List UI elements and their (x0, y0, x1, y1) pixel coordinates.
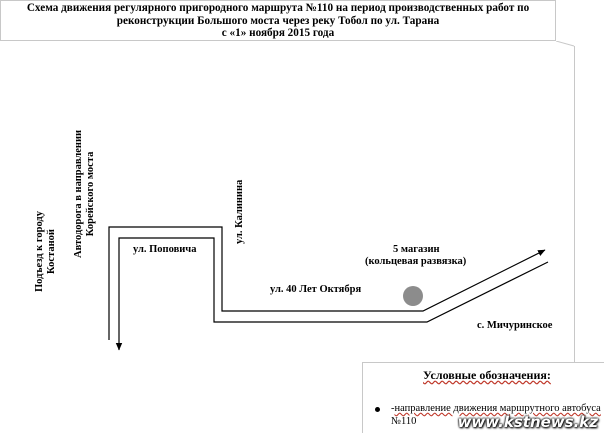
label-highway-line-2: Корейского моста (84, 151, 96, 237)
label-popovicha: ул. Поповича (133, 244, 197, 255)
roundabout-marker (403, 286, 423, 306)
bullet-icon (375, 407, 380, 412)
legend-item-text: направление движения маршрутного автобуса (394, 403, 601, 414)
title-line-1: Схема движения регулярного пригородного маршрута №110 на период производственных работ по (26, 2, 530, 14)
label-shops-line-2: (кольцевая развязка) (365, 256, 467, 267)
label-michurinskoe: с. Мичуринское (477, 320, 553, 331)
label-highway-line-1: Автодорога в направлении (73, 129, 84, 258)
label-oktyabrya: ул. 40 Лет Октября (270, 284, 362, 295)
title-line-3: с «1» ноября 2015 года (221, 27, 335, 39)
label-kostanay (34, 211, 57, 292)
title-line-2: реконструкции Большого моста через реку Тобол по ул. Тарана (116, 14, 440, 27)
legend-item-prefix: - (391, 403, 395, 414)
watermark-logo: www.kstnews.kz (457, 413, 598, 431)
legend-item-number: №110 (391, 416, 417, 427)
label-kalinina: ул. Калинина (234, 179, 245, 244)
label-kostanay-line-1: Подъезд к городу (34, 211, 45, 292)
label-shops-line-1: 5 магазин (393, 244, 440, 255)
label-kostanay-line-2: Костаной (45, 229, 57, 274)
label-highway (73, 130, 96, 258)
legend-title: Условные обозначения: (423, 368, 551, 382)
